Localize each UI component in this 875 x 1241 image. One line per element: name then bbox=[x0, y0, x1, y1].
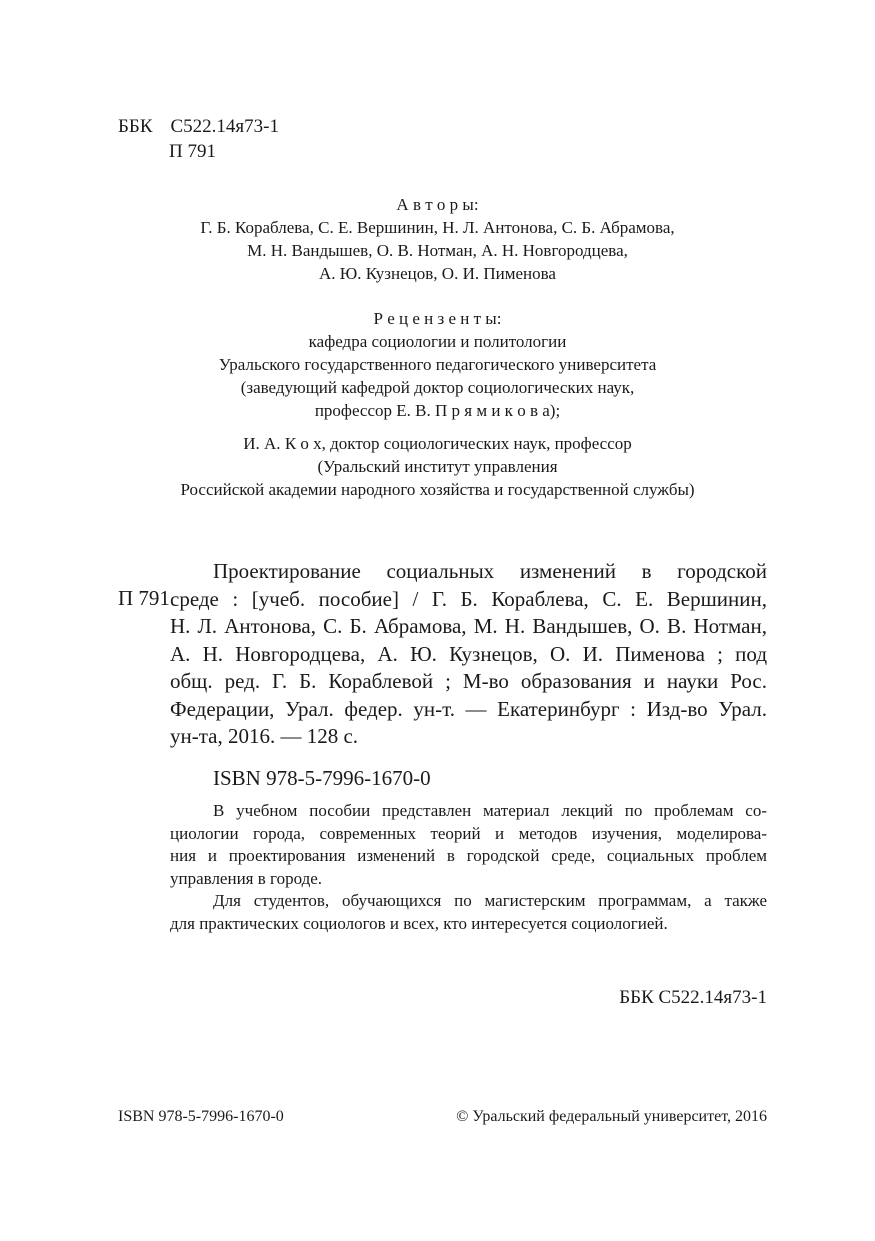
reviewer-text: И. А. bbox=[243, 434, 285, 453]
bbk-bottom: ББК С522.14я73-1 bbox=[619, 987, 767, 1008]
annotation-line: ния и проектирования изменений в городской среде, социальных проблем bbox=[170, 846, 767, 865]
authors-block bbox=[0, 193, 875, 285]
bbk-code: С522.14я73-1 bbox=[170, 116, 279, 137]
annotation-line: Для студентов, обучающихся по магистерским программам, а также bbox=[213, 891, 767, 910]
reviewer-text: профессор Е. В. bbox=[314, 401, 435, 420]
entry-line: Федерации, Урал. федер. ун-т. — Екатеринбург : Изд-во Урал. bbox=[170, 696, 767, 721]
author-mark: П 791 bbox=[169, 141, 216, 162]
entry-isbn: ISBN 978-5-7996-1670-0 bbox=[213, 766, 431, 790]
reviewer-name: П р я м и к о в а bbox=[434, 401, 550, 420]
reviewer-name: К о х bbox=[284, 434, 322, 453]
authors-line: А. Ю. Кузнецов, О. И. Пименова bbox=[319, 264, 556, 283]
annotation-line: управления в городе. bbox=[170, 868, 323, 888]
entry-line: Н. Л. Антонова, С. Б. Абрамова, М. Н. Вандышев, О. В. Нотман, bbox=[170, 614, 767, 638]
entry-line: общ. ред. Г. Б. Кораблевой ; М-во образования и науки Рос. bbox=[170, 669, 767, 693]
annotation-line: В учебном пособии представлен материал лекций по проблемам со- bbox=[213, 801, 767, 820]
entry-line: А. Н. Новгородцева, А. Ю. Кузнецов, О. И. Пименова ; под bbox=[170, 641, 767, 666]
reviewer-line: (заведующий кафедрой доктор социологических наук, bbox=[240, 378, 635, 397]
reviewer-text: , доктор социологических наук, профессор bbox=[321, 434, 632, 453]
reviewer-line: кафедра социологии и политологии bbox=[308, 332, 567, 351]
annotation bbox=[170, 800, 767, 935]
entry-line: ун-та, 2016. — 128 с. bbox=[170, 724, 359, 748]
reviewer-line: (Уральский институт управления bbox=[317, 457, 558, 476]
footer-isbn: ISBN 978-5-7996-1670-0 bbox=[118, 1108, 284, 1125]
reviewer-line: Российской академии народного хозяйства и государственной службы) bbox=[180, 480, 695, 499]
reviewers-block bbox=[0, 307, 875, 422]
bbk-label: ББК bbox=[118, 116, 153, 137]
reviewer-line bbox=[0, 432, 875, 455]
bbk-classification bbox=[118, 114, 279, 164]
authors-line: Г. Б. Кораблева, С. Е. Вершинин, Н. Л. Антонова, С. Б. Абрамова, bbox=[200, 218, 675, 237]
entry-line: среде : [учеб. пособие] / Г. Б. Кораблева, С. Е. Вершинин, bbox=[170, 586, 767, 611]
authors-heading: А в т о р ы: bbox=[396, 195, 479, 214]
copyright-notice: © Уральский федеральный университет, 2016 bbox=[456, 1108, 767, 1125]
reviewers-heading: Р е ц е н з е н т ы: bbox=[373, 309, 502, 328]
reviewer-line bbox=[0, 399, 875, 422]
entry-line: Проектирование социальных изменений в городской bbox=[213, 559, 767, 583]
annotation-line: для практических социологов и всех, кто интересуется социологией. bbox=[170, 913, 668, 933]
reviewer-text: ); bbox=[549, 401, 561, 420]
bibliographic-entry bbox=[170, 558, 767, 751]
reviewer-line: Уральского государственного педагогического университета bbox=[218, 355, 657, 374]
authors-line: М. Н. Вандышев, О. В. Нотман, А. Н. Новгородцева, bbox=[247, 241, 628, 260]
annotation-line: циологии города, современных теорий и методов изучения, моделирова- bbox=[170, 823, 767, 843]
entry-call-number: П 791 bbox=[118, 586, 170, 610]
second-reviewer-block bbox=[0, 432, 875, 501]
